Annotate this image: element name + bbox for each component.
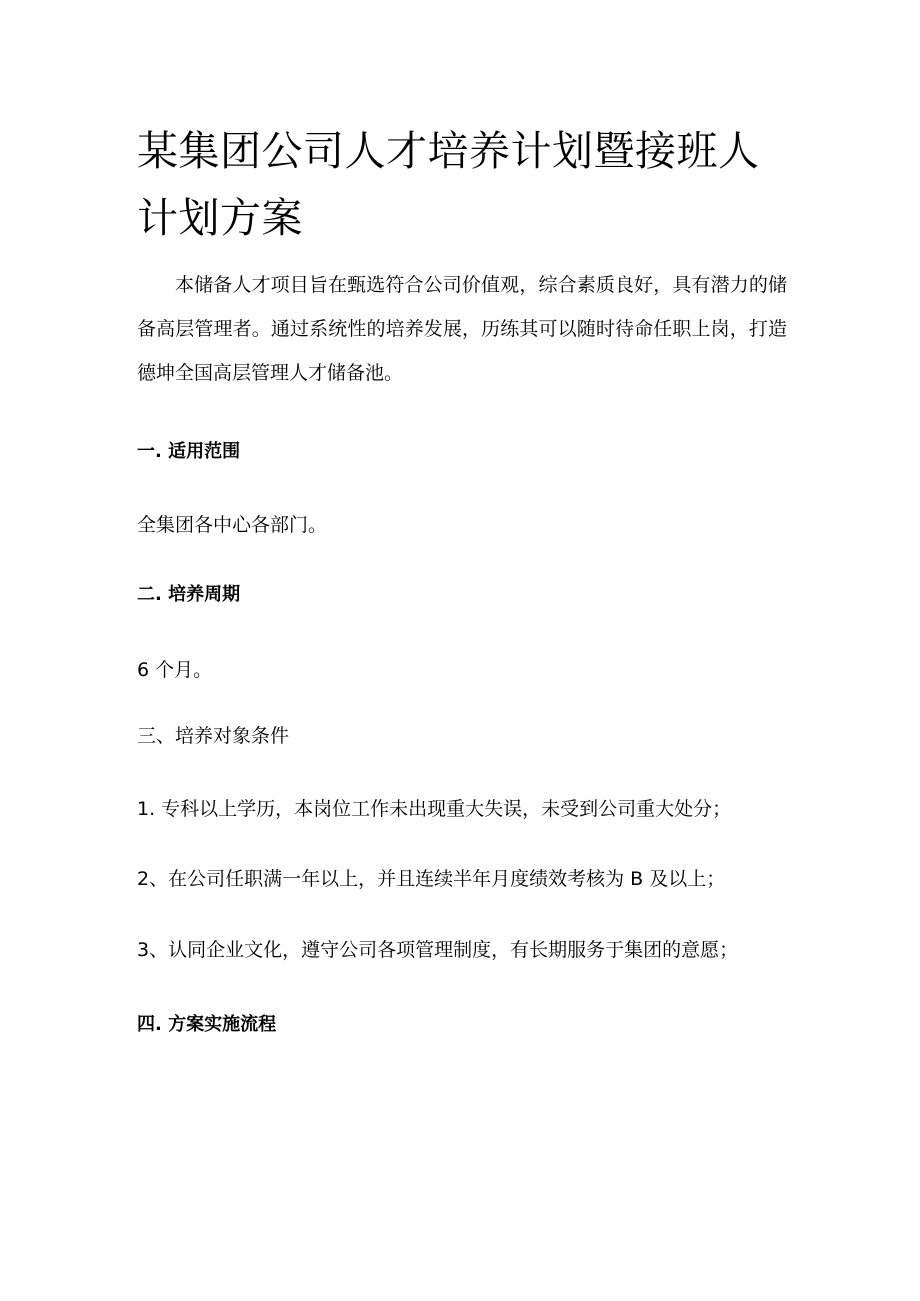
intro-paragraph: 本储备人才项目旨在甄选符合公司价值观，综合素质良好，具有潜力的储备高层管理者。通过系统性的培养发展，历练其可以随时待命任职上岗，打造德坤全国高层管理人才储备池。 <box>137 274 787 384</box>
section-heading-scope: 一. 适用范围 <box>137 441 241 462</box>
condition-item-2: 2、在公司任职满一年以上，并且连续半年月度绩效考核为 B 及以上； <box>137 868 726 890</box>
section-body-period: 6 个月。 <box>137 659 213 681</box>
condition-item-1: 1. 专科以上学历，本岗位工作未出现重大失误，未受到公司重大处分； <box>137 798 732 820</box>
section-heading-process: 四. 方案实施流程 <box>137 1014 277 1035</box>
condition-item-3: 3、认同企业文化，遵守公司各项管理制度，有长期服务于集团的意愿； <box>137 939 739 961</box>
section-body-scope: 全集团各中心各部门。 <box>137 514 328 536</box>
section-heading-period: 二. 培养周期 <box>137 584 241 605</box>
section-heading-conditions: 三、培养对象条件 <box>137 725 290 747</box>
document-title: 某集团公司人才培养计划暨接班人计划方案 <box>137 127 760 242</box>
